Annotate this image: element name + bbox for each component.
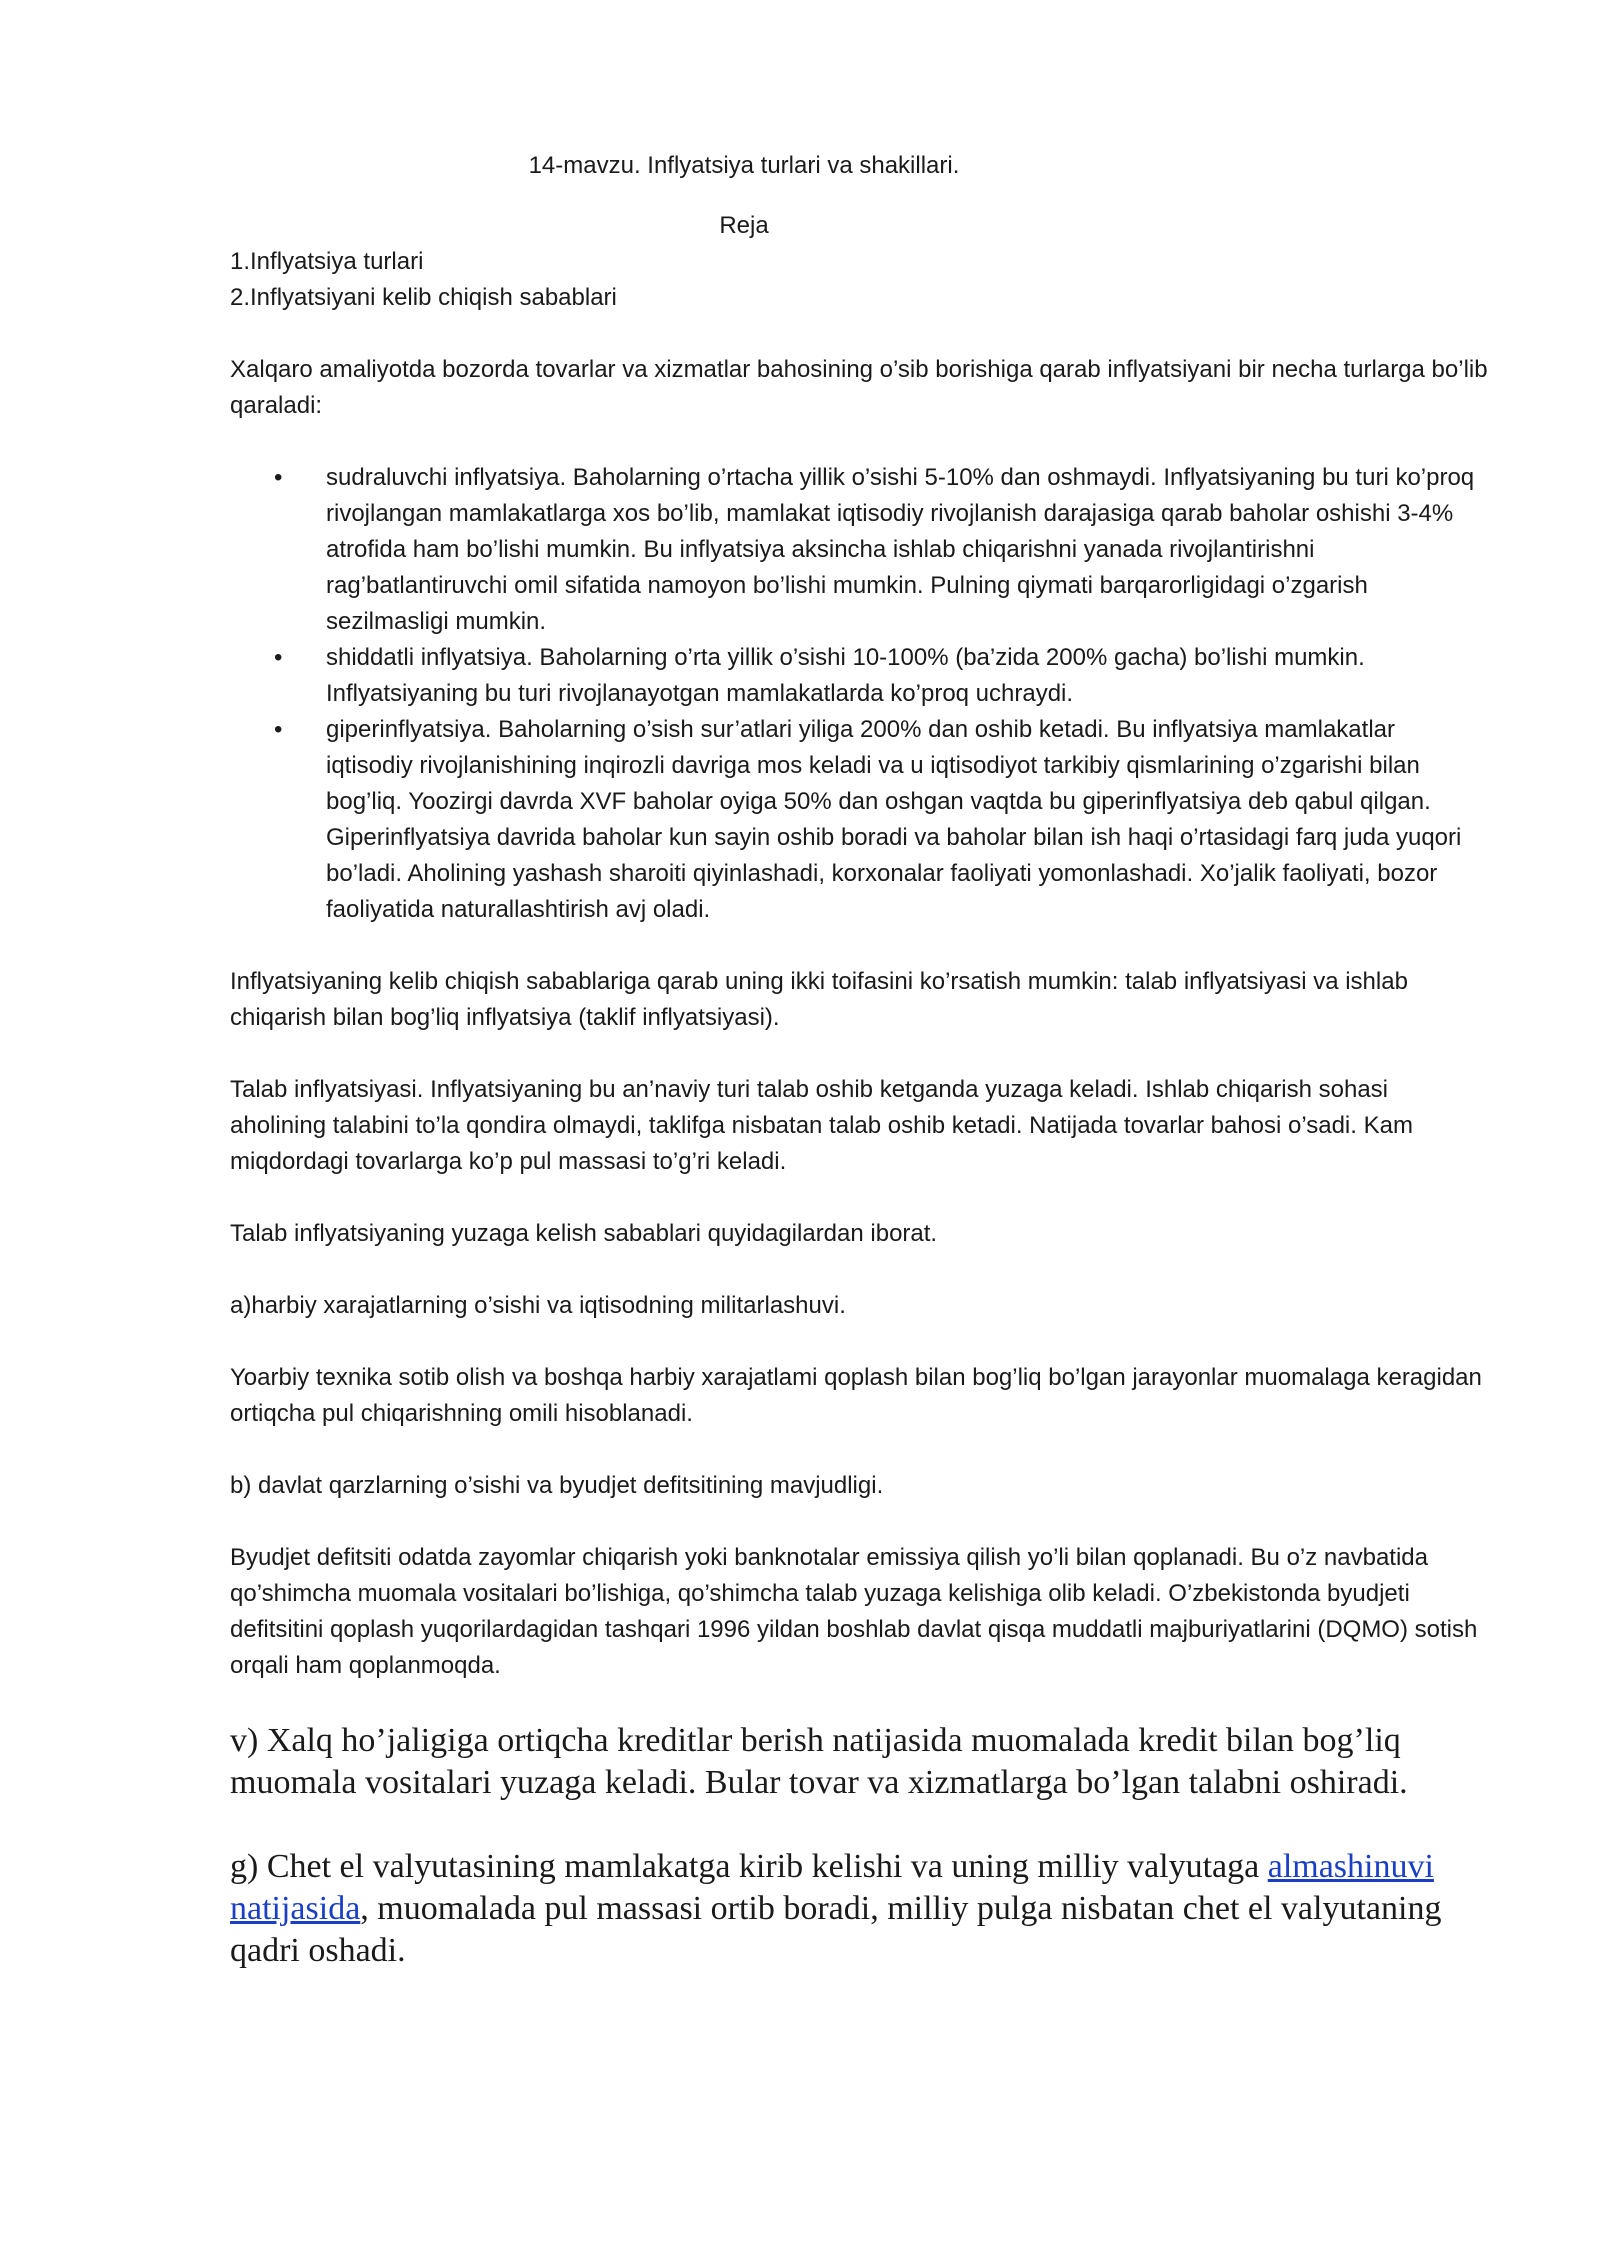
cause-v: v) Xalq ho’jaligiga ortiqcha kreditlar berish natijasida muomalada kredit bilan bog’liq muomala vositalari yuzaga keladi. Bular tovar va xizmatlarga bo’lgan talabni oshiradi. [230, 1722, 1408, 1801]
cause-g-text-before: g) Chet el valyutasining mamlakatga kirib kelishi va uning milliy valyutaga [230, 1848, 1268, 1885]
list-item-text: giperinflyatsiya. Baholarning o’sish sur’atlari yiliga 200% dan oshib ketadi. Bu inflyatsiya mamlakatlar iqtisodiy rivojlanishining inqirozli davriga mos keladi va u iqtisodiyot tarkibiy qismlarining o’zgarishi bilan bog’liq. Yoozirgi davrda XVF baholar oyiga 50% dan oshgan vaqtda bu giperinflyatsiya deb qabul qilgan. Giperinflyatsiya davrida baholar kun sayin oshib boradi va baholar bilan ish haqi o’rtasidagi farq juda yuqori bo’ladi. Aholining yashash sharoiti qiyinlashadi, korxonalar faoliyati yomonlashadi. Xo’jalik faoliyati, bozor faoliyatida naturallashtirish avj oladi. [326, 716, 1462, 923]
document-title: 14-mavzu. Inflyatsiya turlari va shakillari. [528, 152, 960, 179]
list-item [230, 712, 1488, 928]
plan-heading: Reja [719, 212, 769, 239]
bullet-icon: • [274, 464, 283, 491]
inflation-types-list [230, 460, 1488, 928]
list-item-text: shiddatli inflyatsiya. Baholarning o’rta yillik o’sishi 10-100% (ba’zida 200% gacha) bo’lishi mumkin. Inflyatsiyaning bu turi rivojlanayotgan mamlakatlarda ko’proq uchraydi. [326, 644, 1365, 707]
cause-g [230, 1846, 1488, 1972]
demand-inflation-paragraph: Talab inflyatsiyasi. Inflyatsiyaning bu an’naviy turi talab oshib ketganda yuzaga keladi. Ishlab chiqarish sohasi aholining talabini to’la qondira olmaydi, taklifga nisbatan talab oshib ketadi. Natijada tovarlar bahosi o’sadi. Kam miqdordagi tovarlarga ko’p pul massasi to’g’ri keladi. [230, 1076, 1413, 1175]
intro-paragraph: Xalqaro amaliyotda bozorda tovarlar va xizmatlar bahosining o’sib borishiga qarab inflyatsiyani bir necha turlarga bo’lib qaraladi: [230, 356, 1488, 419]
plan-item: 1.Inflyatsiya turlari [230, 248, 424, 275]
list-item [230, 460, 1488, 640]
cause-a-detail: Yoarbiy texnika sotib olish va boshqa harbiy xarajatlami qoplash bilan bog’liq bo’lgan jarayonlar muomalaga keragidan ortiqcha pul chiqarishning omili hisoblanadi. [230, 1364, 1482, 1427]
cause-b-detail: Byudjet defitsiti odatda zayomlar chiqarish yoki banknotalar emissiya qilish yo’li bilan qoplanadi. Bu o’z navbatida qo’shimcha muomala vositalari bo’lishiga, qo’shimcha talab yuzaga kelishiga olib keladi. O’zbekistonda byudjeti defitsitini qoplash yuqorilardagidan tashqari 1996 yildan boshlab davlat qisqa muddatli majburiyatlarini (DQMO) sotish orqali ham qoplanmoqda. [230, 1544, 1478, 1679]
bullet-icon: • [274, 716, 283, 743]
bullet-icon: • [274, 644, 283, 671]
list-item-text: sudraluvchi inflyatsiya. Baholarning o’rtacha yillik o’sishi 5-10% dan oshmaydi. Inflyatsiyaning bu turi ko’proq rivojlangan mamlakatlarga xos bo’lib, mamlakat iqtisodiy rivojlanish darajasiga qarab baholar oshishi 3-4% atrofida ham bo’lishi mumkin. Bu inflyatsiya aksincha ishlab chiqarishni yanada rivojlantirishni rag’batlantiruvchi omil sifatida namoyon bo’lishi mumkin. Pulning qiymati barqarorligidagi o’zgarish sezilmasligi mumkin. [326, 464, 1475, 635]
causes-paragraph: Inflyatsiyaning kelib chiqish sabablariga qarab uning ikki toifasini ko’rsatish mumkin: talab inflyatsiyasi va ishlab chiqarish bilan bog’liq inflyatsiya (taklif inflyatsiyasi). [230, 968, 1408, 1031]
cause-g-text-after: , muomalada pul massasi ortib boradi, milliy pulga nisbatan chet el valyutaning qadri oshadi. [230, 1890, 1442, 1969]
plan-item: 2.Inflyatsiyani kelib chiqish sabablari [230, 284, 617, 311]
list-item [230, 640, 1488, 712]
cause-g-link[interactable]: almashinuvi natijasida [230, 1848, 1434, 1927]
demand-causes-heading: Talab inflyatsiyaning yuzaga kelish sabablari quyidagilardan iborat. [230, 1220, 938, 1247]
plan-list [230, 244, 1488, 316]
cause-a: a)harbiy xarajatlarning o’sishi va iqtisodning militarlashuvi. [230, 1292, 846, 1319]
cause-b: b) davlat qarzlarning o’sishi va byudjet defitsitining mavjudligi. [230, 1472, 884, 1499]
